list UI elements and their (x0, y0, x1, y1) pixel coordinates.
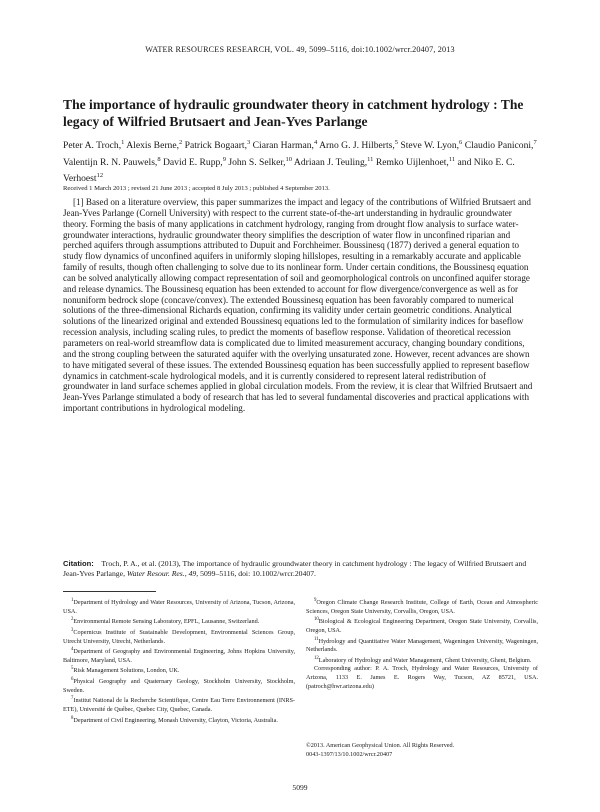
footnote-text: Copernicus Institute of Sustainable Development, Environmental Sciences Group, Utrecht University, Utrecht, Netherlands. (63, 628, 295, 645)
author-affiliation-number: 8 (157, 155, 161, 163)
footnote-text: Institut National de la Recherche Scientifique, Centre Eau Terre Environnement (INRS-ETE), Université de Québec, Quebec City, Quebec, Canada. (63, 697, 295, 713)
affiliation-footnote (306, 597, 538, 616)
citation-label: Citation: (63, 559, 94, 568)
footnote-text: Physical Geography and Quaternary Geology, Stockholm University, Stockholm, Sweden. (63, 678, 295, 694)
footnote-number: 9 (314, 598, 317, 603)
citation: Citation: Troch, P. A., et al. (2013), The importance of hydraulic groundwater theory in catchment hydrology : The legacy of Wilfried Brutsaert and Jean-Yves Parlange, Water Resour. Res., 49, 5099–5116, doi: 10.1002/wrcr.20407. (63, 559, 527, 578)
author-name: Patrick Bogaart, (184, 140, 247, 152)
affiliation-footnote (306, 655, 538, 666)
footnote-number: 1 (71, 598, 74, 603)
footnote-text: Biological & Ecological Engineering Department, Oregon State University, Corvallis, Oregon, USA. (306, 618, 538, 634)
author-name: Adriaan J. Teuling, (293, 156, 368, 168)
abstract (63, 197, 533, 414)
corresponding-author: Corresponding author: P. A. Troch, Hydrology and Water Resources, University of Arizona, 1133 E. James E. Rogers Way, Tucson, AZ 85721, USA. (patroch@hwr.arizona.edu) (306, 665, 538, 690)
author-affiliation-number: 11 (448, 155, 456, 163)
citation-volume: 49, (188, 569, 199, 578)
affiliation-footnote (63, 597, 295, 616)
footnote-text: Department of Geography and Environmental Engineering, Johns Hopkins University, Baltimore, Maryland, USA. (63, 648, 295, 664)
author-affiliation-number: 1 (121, 139, 125, 146)
footnotes-left-column (63, 597, 295, 725)
abstract-paragraph (63, 197, 533, 414)
author-affiliation-number: 2 (179, 139, 183, 146)
affiliation-footnote (63, 695, 295, 714)
author-affiliation-number: 5 (394, 139, 398, 146)
page-number: 5099 (292, 783, 308, 792)
author-affiliation-number: 12 (96, 172, 104, 180)
copyright-notice: ©2013. American Geophysical Union. All Rights Reserved. (306, 742, 455, 749)
footnote-number: 8 (71, 715, 74, 721)
journal-header: WATER RESOURCES RESEARCH, VOL. 49, 5099–5116, doi:10.1002/wrcr.20407, 2013 (145, 45, 455, 54)
footnote-number: 5 (71, 666, 74, 672)
received-dates: Received 1 March 2013 ; revised 21 June 2013 ; accepted 8 July 2013 ; published 4 September 2013. (63, 185, 330, 192)
copyright-block (306, 742, 538, 759)
affiliation-footnote (63, 715, 295, 726)
footnote-text: Laboratory of Hydrology and Water Management, Ghent University, Ghent, Belgium. (318, 656, 532, 664)
footnote-number: 2 (71, 617, 74, 623)
author-name: Ciaran Harman, (252, 140, 314, 152)
footnote-text: Hydrology and Quantitative Water Management, Wageningen University, Wageningen, Netherlands. (306, 637, 538, 654)
author-affiliation-number: 10 (285, 155, 293, 163)
affiliation-footnote (306, 636, 538, 655)
footnote-number: 12 (314, 655, 319, 661)
affiliation-footnote (63, 627, 295, 646)
footnote-text: Oregon Climate Change Research Institute, College of Earth, Ocean and Atmospheric Sciences, Oregon State University, Corvallis, Oregon, USA. (306, 599, 538, 615)
affiliation-footnote (63, 616, 295, 627)
author-affiliation-number: 6 (459, 139, 463, 146)
footnote-text: Department of Hydrology and Water Resources, University of Arizona, Tucson, Arizona, USA. (63, 599, 295, 615)
author-affiliation-number: 4 (313, 139, 318, 146)
author-name: John S. Selker, (228, 156, 286, 168)
paragraph-marker: [1] (73, 197, 84, 207)
paper-title: The importance of hydraulic groundwater theory in catchment hydrology : The legacy of Wilfried Brutsaert and Jean-Yves Parlange (63, 97, 524, 129)
footnote-number: 4 (71, 647, 74, 653)
author-name: and Niko E. C. Verhoest (63, 156, 515, 185)
footnote-divider (63, 591, 156, 592)
author-affiliation-number: 9 (222, 155, 226, 163)
author-list (63, 136, 543, 186)
footnote-number: 6 (71, 677, 74, 683)
author-affiliation-number: 7 (533, 139, 537, 146)
citation-journal: Water Resour. Res. (126, 569, 185, 578)
footnotes-right-column (306, 597, 538, 691)
author-name: Valentijn R. N. Pauwels, (63, 156, 158, 168)
issn-doi: 0043-1397/13/10.1002/wrcr.20407 (306, 750, 393, 758)
affiliation-footnote (63, 646, 295, 665)
footnote-number: 10 (314, 617, 319, 623)
affiliation-footnote (306, 616, 538, 635)
citation-pages-doi: 5099–5116, doi: 10.1002/wrcr.20407. (200, 569, 316, 578)
author-name: Alexis Berne, (126, 140, 179, 152)
affiliation-footnote (63, 676, 295, 695)
author-name: Steve W. Lyon, (400, 140, 460, 152)
author-name: Arno G. J. Hilberts, (319, 140, 395, 152)
footnote-number: 3 (71, 627, 74, 633)
footnote-number: 11 (314, 636, 319, 642)
footnote-text: Risk Management Solutions, London, UK. (73, 667, 180, 675)
author-name: David E. Rupp, (163, 156, 223, 168)
author-name: Claudio Paniconi, (464, 140, 534, 152)
footnote-number: 7 (71, 696, 74, 702)
abstract-text: Based on a literature overview, this paper summarizes the impact and legacy of the contributions of Wilfried Brutsaert and Jean-Yves Parlange (Cornell University) with respect to the current state-of-the-art understanding in hydraulic groundwater theory. Forming the basis of many applications in catchment hydrology, ranging from drought flow analysis to surface water-groundwater interactions, hydraulic groundwater theory simplifies the description of water flow in unconfined riparian and perched aquifers through assumptions attributed to Dupuit and Forchheimer. Boussinesq (1877) derived a general equation to study flow dynamics of unconfined aquifers in uniformly sloping hillslopes, resulting in a remarkably accurate and applicable family of results, though often challenging to solve due to its nonlinear form. Under certain conditions, the Boussinesq equation can be solved analytically allowing compact representation of soil and geomorphological controls on unconfined aquifer storage and release dynamics. The Boussinesq equation has been extended to account for flow divergence/convergence as well as for nonuniform bedrock slope (concave/convex). The extended Boussinesq equation has been favorably compared to numerical solutions of the three-dimensional Richards equation, confirming its validity under certain geometric conditions. Analytical solutions of the linearized original and extended Boussinesq equations led to the formulation of similarity indices for baseflow recession analysis, including scaling rules, to predict the moments of baseflow response. Validation of theoretical recession parameters on real-world streamflow data is complicated due to limited measurement accuracy, changing boundary conditions, and the strong coupling between the saturated aquifer with the overlying unsaturated zone. However, recent advances are shown to have mitigated several of these issues. The extended Boussinesq equation has been successfully applied to represent baseflow dynamics in catchment-scale hydrological models, and it is currently considered to represent lateral redistribution of groundwater in land surface schemes applied in global circulation models. From the review, it is clear that Wilfried Brutsaert and Jean-Yves Parlange stimulated a body of research that has led to several fundamental discoveries and practical applications with important contributions in hydrological modeling. (63, 197, 533, 414)
footnote-text: Department of Civil Engineering, Monash University, Clayton, Victoria, Australia. (73, 716, 278, 724)
author-affiliation-number: 3 (247, 139, 251, 146)
affiliation-footnote (63, 665, 295, 676)
author-affiliation-number: 11 (367, 155, 374, 163)
citation-text: Troch, P. A., et al. (2013), The importance of hydraulic groundwater theory in catchment hydrology : The legacy of Wilfried Brutsaert and Jean-Yves Parlange, (63, 559, 527, 578)
author-name: Peter A. Troch, (63, 140, 122, 152)
footnote-text: Environmental Remote Sensing Laboratory, EPFL, Lausanne, Switzerland. (73, 618, 260, 626)
author-name: Remko Uijlenhoet, (375, 156, 449, 168)
